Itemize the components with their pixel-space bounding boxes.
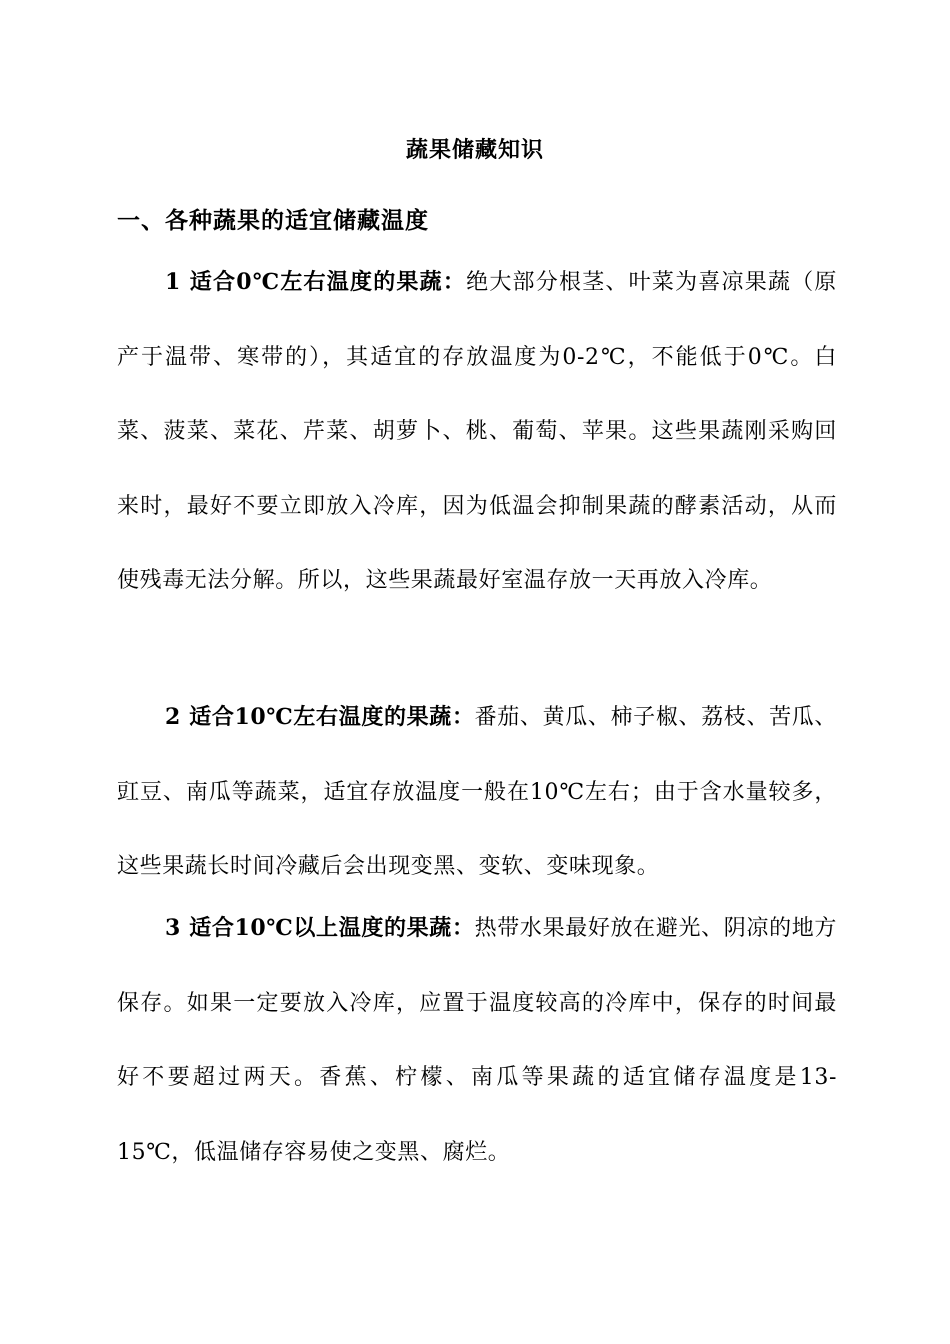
paragraph-text: 绝大部分根茎、叶菜为喜凉果蔬（原产于温带、寒带的），其适宜的存放温度为0-2℃，不能低于0℃。白菜、菠菜、菜花、芹菜、胡萝卜、桃、葡萄、苹果。这些果蔬刚采购回来时，最好不要立即放入冷库，因为低温会抑制果蔬的酵素活动，从而使残毒无法分解。所以，这些果蔬最好室温存放一天再放入冷库。 (117, 270, 837, 593)
paragraph-lead: 3 适合10℃以上温度的果蔬： (165, 915, 475, 941)
paragraph-10c-produce (117, 680, 837, 905)
paragraph-lead: 1 适合0℃左右温度的果蔬： (165, 269, 467, 295)
paragraph-above-10c-produce (117, 891, 837, 1190)
paragraph-lead: 2 适合10℃左右温度的果蔬： (165, 704, 475, 730)
paragraph-text: 热带水果最好放在避光、阴凉的地方保存。如果一定要放入冷库，应置于温度较高的冷库中，保存的时间最好不要超过两天。香蕉、柠檬、南瓜等果蔬的适宜储存温度是13-15℃，低温储存容易使之变黑、腐烂。 (117, 916, 837, 1165)
section-heading: 一、各种蔬果的适宜储藏温度 (117, 207, 429, 234)
paragraph-0c-produce (117, 245, 837, 619)
paragraph-text: 番茄、黄瓜、柿子椒、荔枝、苦瓜、豇豆、南瓜等蔬菜，适宜存放温度一般在10℃左右；由于含水量较多，这些果蔬长时间冷藏后会出现变黑、变软、变味现象。 (117, 705, 837, 879)
document-title: 蔬果储藏知识 (405, 137, 544, 163)
